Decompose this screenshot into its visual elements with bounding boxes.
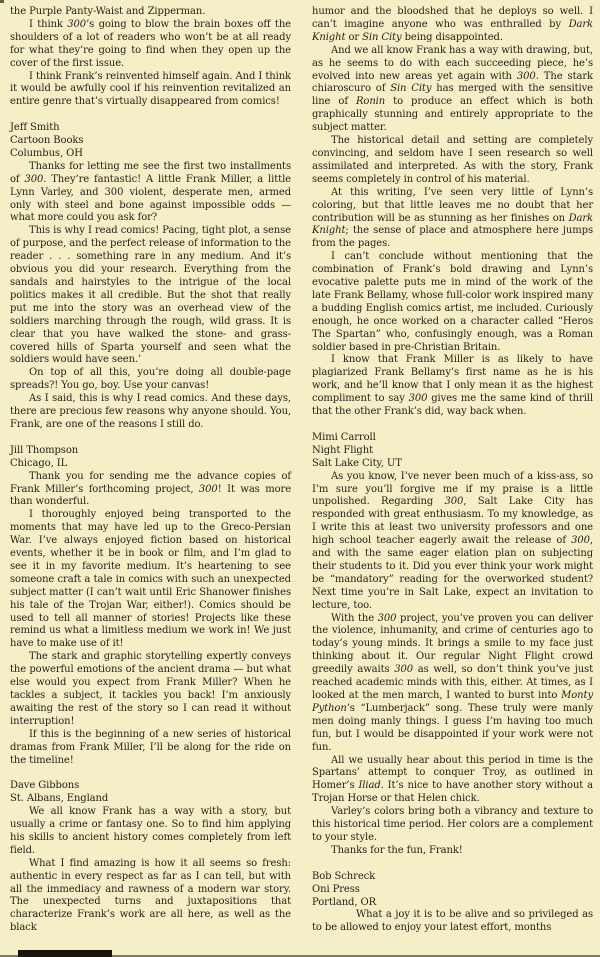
letter-paragraph: I think 300’s going to blow the brain boxes off the shoulders of a lot of readers who won’t be at all ready for what they’re going to find when they open up the cover of the first issue. [10,18,291,69]
letter-heading-line: Oni Press [312,883,360,895]
letter-paragraph: Thanks for the fun, Frank! [331,844,463,856]
letter-heading [10,122,291,161]
letter-heading-line: Mimi Carroll [312,431,376,443]
letter-heading [10,780,291,806]
letter-paragraph: At this writing, I’ve seen very little of Lynn’s coloring, but that little leaves me no doubt that her contribution will be as stunning as her finishes on Dark Knight; the sense of place and atmosphere here jumps from the pages. [312,186,593,250]
letter-paragraph: And we all know Frank has a way with drawing, but, as he seems to do with each succeeding piece, he’s evolved into new areas yet again with 300. The stark chiaroscuro of Sin City has merged with the sensitive line of Ronin to produce an effect which is both graphically stunning and entirely appropriate to the subject matter. [312,44,593,134]
letter-heading-line: Salt Lake City, UT [312,457,402,469]
letter-paragraph: Thanks for letting me see the first two installments of 300. They’re fantastic! A little Frank Miller, a little Lynn Varley, and 300 violent, desperate men, armed only with steel and bone against impossible odds — what more could you ask for? [10,160,291,224]
letter-paragraph: The historical detail and setting are completely convincing, and seldom have I seen research so well assimilated and interpreted. As with the story, Frank seems completely in control of his material. [312,135,593,185]
letter-paragraph: The stark and graphic storytelling expertly conveys the powerful emotions of the ancient drama — but what else would you expect from Frank Miller? When he tackles a subject, it tackles you back! I’m anxiously awaiting the rest of the story so I can read it without interruption! [10,651,291,727]
letter-paragraph: All we usually hear about this period in time is the Spartans’ attempt to conquer Troy, as outlined in Homer’s Iliad. It’s nice to have another story without a Trojan Horse or that Helen chick. [312,754,593,805]
letter-paragraph: I can’t conclude without mentioning that the combination of Frank’s bold drawing and Lynn’s evocative palette puts me in mind of the work of the late Frank Bellamy, whose full-color work inspired many a budding English comics artist, me included. Curiously enough, he once worked on a character called “Heros The Spartan” who, confusingly enough, was a Roman soldier based in pre-Christian Britain. [312,251,593,353]
letter-heading [312,432,593,471]
letter-paragraph: As you know, I’ve never been much of a kiss-ass, so I’m sure you’ll forgive me if my praise is a little unpolished. Regarding 300, Salt Lake City has responded with great enthusiasm. To my knowledge, as I write this at least two university professors and one high school teacher eagerly await the release of 300, and with the same eager elation plan on subjecting their students to it. Did you ever think your work might be “mandatory” reading for the overworked student? Next time you’re in Salt Lake, expect an invitation to lecture, too. [312,470,593,611]
letter-heading [10,445,291,471]
letter-heading-line: Night Flight [312,444,373,456]
letters-column-right [312,6,593,935]
letter-paragraph: I thoroughly enjoyed being transported to the moments that may have led up to the Greco-Persian War. I’ve always enjoyed fiction based on historical events, whether it be in book or film, and I’m glad to see it in my favorite medium. It’s heartening to see someone craft a tale in comics with such an unexpected subject matter (I can’t wait until Eric Shanower finishes his tale of the Trojan War, either!). Comics should be used to tell all manner of stories! Projects like these remind us what a limitless medium we work in! We just have to make use of it! [10,509,291,650]
letter-paragraph: If this is the beginning of a new series of historical dramas from Frank Miller, I’ll be along for the ride on the timeline! [10,728,291,766]
letter-paragraph: What a joy it is to be alive and so privileged as to be allowed to enjoy your latest effort, months [312,909,593,934]
letter-paragraph: This is why I read comics! Pacing, tight plot, a sense of purpose, and the perfect release of information to the reader . . . something rare in any medium. And it’s obvious you did your research. Everything from the sandals and hairstyles to the intrigue of the local politics makes it all credible. But the shot that really put me into the story was an overhead view of the soldiers marching through the rough, wild grass. It is clear that you have walked the stone- and grass-covered hills of Sparta yourself and seen what the soldiers would have seen.’ [10,225,291,366]
letter-heading-line: Dave Gibbons [10,780,80,792]
letter-heading-line: Chicago, IL [10,457,68,469]
scan-speck [0,0,4,3]
letter-heading [312,871,593,910]
letter-heading-line: Jeff Smith [10,122,60,134]
letter-paragraph: the Purple Panty-Waist and Zipperman. [10,6,206,17]
letter-paragraph: I know that Frank Miller is as likely to have plagiarized Frank Bellamy’s first name as he is his work, and he’ll know that I only mean it as the highest compliment to say 300 gives me the same kind of thrill that the other Frank’s did, way back when. [312,354,593,418]
letter-paragraph: Thank you for sending me the advance copies of Frank Miller’s forthcoming project, 300! It was more than wonderful. [10,470,292,508]
letter-paragraph: As I said, this is why I read comics. And these days, there are precious few reasons why anyone should. You, Frank, are one of the reasons I still do. [10,393,291,430]
letter-paragraph: Varley’s colors bring both a vibrancy and texture to this historical time period. Her colors are a complement to your style. [312,806,593,843]
letter-paragraph: We all know Frank has a way with a story, but usually a crime or fantasy one. So to find him applying his skills to ancient history comes completely from left field. [10,806,291,856]
letter-paragraph: humor and the bloodshed that he deploys so well. I can’t imagine anyone who was enthralled by Dark Knight or Sin City being disappointed. [312,6,593,43]
letter-heading-line: St. Albans, England [10,793,109,805]
letter-heading-line: Jill Thompson [10,444,79,456]
letter-paragraph: I think Frank’s reinvented himself again. And I think it would be awfully cool if his reinvention revitalized an entire genre that’s virtually disappeared from comics! [10,70,291,108]
letters-column-left [10,6,291,935]
letter-heading-line: Portland, OR [312,896,377,908]
letter-paragraph: With the 300 project, you’ve proven you can deliver the violence, inhumanity, and crime of centuries ago to today’s young minds. It brings a smile to my face just thinking about it. Our regular Night Flight crowd greedily awaits 300 as well, so don’t think you’ve just reached academic minds with this, either. At times, as I looked at the men march, I wanted to burst into Monty Python’s “Lumberjack” song. These truly were manly men doing manly things. I guess I’m having too much fun, but I would be disappointed if your work were not fun. [312,612,593,753]
letter-paragraph: What I find amazing is how it all seems so fresh: authentic in every respect as far as I can tell, but with all the immediacy and rawness of a modern war story. The unexpected turns and juxtapositions that characterize Frank’s work are all here, as well as the black [10,857,291,934]
letter-heading-line: Bob Schreck [312,870,376,882]
letter-heading-line: Cartoon Books [10,135,84,147]
letter-paragraph: On top of all this, you’re doing all double-page spreads?! You go, boy. Use your canvas! [10,367,291,392]
letter-heading-line: Columbus, OH [10,147,83,159]
